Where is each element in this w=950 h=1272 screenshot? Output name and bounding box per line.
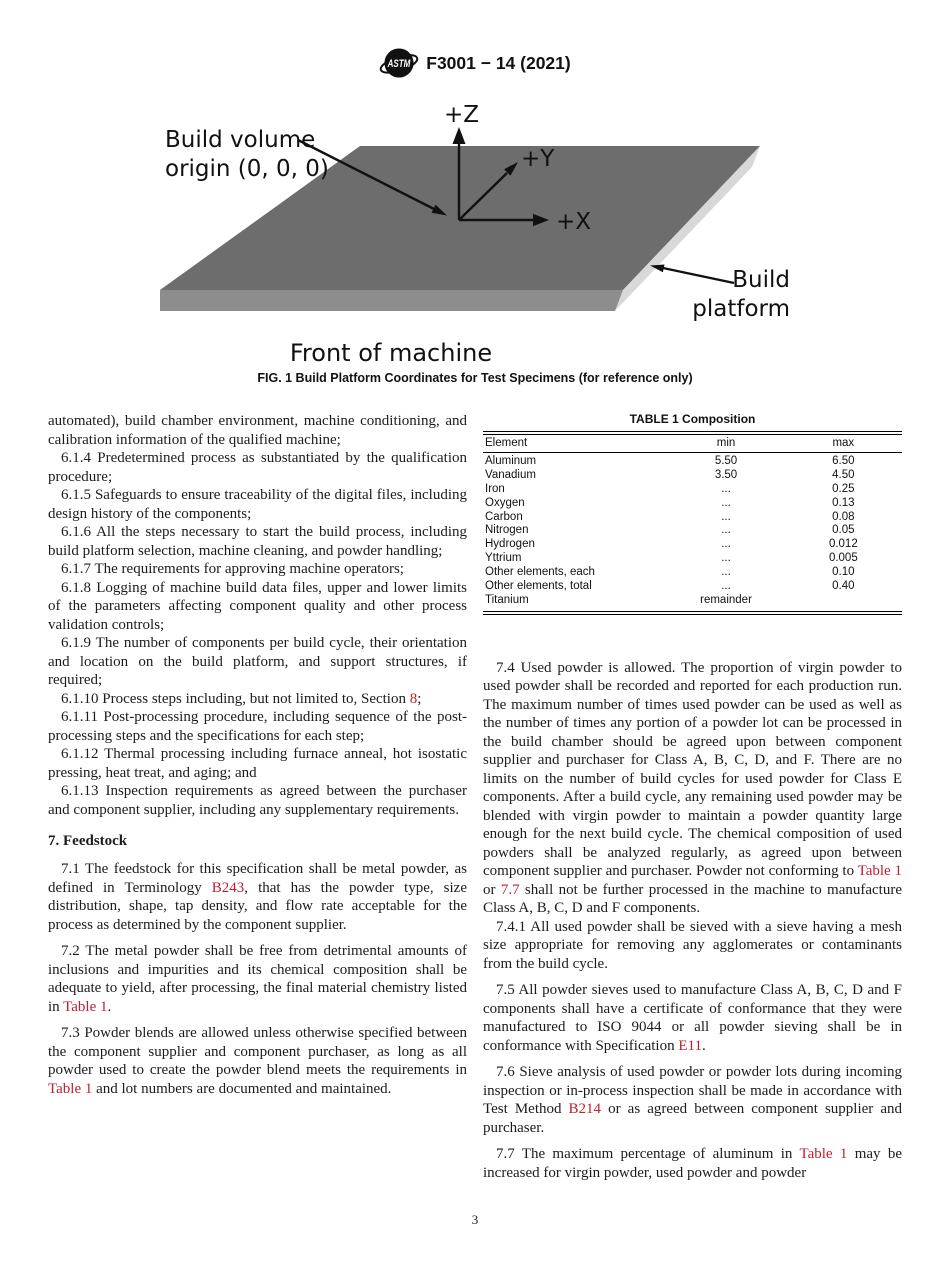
axis-y-label: +Y bbox=[521, 146, 555, 172]
cell-max: 0.005 bbox=[828, 552, 858, 565]
text-run: shall not be further processed in the machine to manufacture Class A, B, C, D and F components. bbox=[483, 881, 902, 917]
cell-element: Titanium bbox=[485, 593, 529, 606]
paragraph bbox=[48, 634, 467, 690]
table-row bbox=[483, 455, 902, 469]
cell-max: 4.50 bbox=[832, 468, 855, 481]
right-column-text bbox=[483, 659, 902, 1183]
text-run: 7.5 All powder sieves used to manufacture Class A, B, C, D and F components shall have a certificate of conformance that they were manufactured to ISO 9044 or all powder sieving shall be in conformance with Specification bbox=[483, 982, 902, 1054]
text-run: or bbox=[483, 881, 501, 898]
cell-min: 3.50 bbox=[714, 468, 738, 481]
platform-front-face bbox=[160, 290, 623, 311]
text-run: 7.4.1 All used powder shall be sieved with a sieve having a mesh size appropriate for removing any agglomerates or contaminants from the build cycle. bbox=[483, 918, 902, 972]
paragraph bbox=[483, 918, 902, 974]
text-run: 6.1.11 Post-processing procedure, including sequence of the post-processing steps and the specifications for each step; bbox=[48, 709, 467, 744]
cell-element: Hydrogen bbox=[485, 538, 535, 551]
table-row bbox=[483, 566, 902, 580]
reference-link[interactable]: 8 bbox=[409, 690, 418, 707]
column-header-element: Element bbox=[485, 437, 528, 449]
text-run: . bbox=[701, 1037, 706, 1054]
table-row bbox=[483, 497, 902, 511]
cell-min: ... bbox=[721, 552, 731, 565]
text-run: and lot numbers are documented and maintained. bbox=[92, 1080, 392, 1097]
paragraph bbox=[483, 1063, 902, 1137]
text-run: 6.1.13 Inspection requirements as agreed between the purchaser and component supplier, including any supplementary requirements. bbox=[48, 783, 467, 818]
text-run: 7.1 The feedstock for this specification shall be metal powder, as defined in Terminology bbox=[48, 861, 467, 896]
cell-max bbox=[785, 594, 902, 608]
table-row bbox=[483, 524, 902, 538]
reference-link[interactable]: Table 1 bbox=[63, 998, 108, 1015]
origin-label-line2: origin (0, 0, 0) bbox=[165, 156, 329, 182]
text-run: . bbox=[107, 998, 112, 1015]
text-run: 6.1.12 Thermal processing including furnace anneal, hot isostatic pressing, heat treat, and aging; and bbox=[48, 746, 467, 781]
paragraph bbox=[48, 486, 467, 523]
table-row bbox=[483, 538, 902, 552]
column-header-min: min bbox=[716, 437, 736, 449]
text-run: 6.1.9 The number of components per build cycle, their orientation and location on the build platform, and support structures, if required; bbox=[48, 635, 467, 688]
paragraph bbox=[48, 708, 467, 745]
text-run: 6.1.6 All the steps necessary to start the build process, including build platform selection, machine cleaning, and powder handling; bbox=[48, 524, 467, 559]
table-1-composition bbox=[483, 412, 902, 615]
standard-designation: F3001 − 14 (2021) bbox=[426, 52, 571, 73]
table-bottom-rule bbox=[483, 611, 902, 615]
paragraph bbox=[48, 523, 467, 560]
paragraph bbox=[48, 579, 467, 635]
page-number: 3 bbox=[471, 1212, 479, 1227]
table-title: TABLE 1 Composition bbox=[629, 412, 756, 426]
origin-label-line1: Build volume bbox=[165, 127, 316, 153]
text-run: 6.1.5 Safeguards to ensure traceability of the digital files, including design history of the components; bbox=[48, 487, 467, 522]
text-run: 6.1.4 Predetermined process as substantiated by the qualification procedure; bbox=[48, 450, 467, 485]
cell-max: 6.50 bbox=[832, 454, 855, 467]
left-column bbox=[48, 412, 467, 1182]
paragraph bbox=[48, 782, 467, 819]
paragraph bbox=[48, 449, 467, 486]
cell-element: Other elements, each bbox=[485, 566, 595, 579]
paragraph bbox=[48, 560, 467, 579]
reference-link[interactable]: Table 1 bbox=[48, 1080, 93, 1097]
reference-link[interactable]: B243 bbox=[211, 879, 245, 896]
paragraph bbox=[483, 1145, 902, 1182]
text-run: 7.3 Powder blends are allowed unless otherwise specified between the component supplier and component purchaser, as long as all powder used to create the powder blend meets the requirements in bbox=[48, 1025, 467, 1078]
cell-min: ... bbox=[721, 566, 731, 579]
cell-element: Carbon bbox=[485, 510, 523, 523]
right-column bbox=[483, 412, 902, 1182]
text-run: or as agreed between component supplier and purchaser. bbox=[483, 1101, 902, 1136]
cell-element: Yttrium bbox=[485, 552, 522, 565]
reference-link[interactable]: E11 bbox=[678, 1037, 702, 1054]
cell-min: ... bbox=[721, 538, 731, 551]
paragraph bbox=[48, 1024, 467, 1098]
section-heading: 7. Feedstock bbox=[48, 833, 128, 849]
text-run: 7.4 Used powder is allowed. The proportion of virgin powder to used powder shall be recorded and reported for each production run. The maximum number of times used powder can be used as well as the number of times any portion of a powder lot can be processed in the build chamber should be agreed upon between component supplier and purchaser for Class A, B, C, D, and F. There are no limits on the number of build cycles for used powder for Class E components. After a build cycle, any remaining used powder may be blended with virgin powder to maintain a powder quantity large enough for the next build cycle. The chemical composition of used powders shall be analyzed regularly, as agreed upon between component supplier and purchaser. Powder not conforming to bbox=[483, 659, 902, 880]
table-row bbox=[483, 580, 902, 594]
text-run: ; bbox=[417, 690, 422, 707]
paragraph bbox=[48, 860, 467, 934]
paragraph bbox=[48, 745, 467, 782]
cell-min: ... bbox=[721, 580, 731, 593]
figure-caption: FIG. 1 Build Platform Coordinates for Test Specimens (for reference only) bbox=[257, 371, 693, 385]
cell-max: 0.25 bbox=[832, 482, 855, 495]
cell-max: 0.40 bbox=[832, 580, 855, 593]
cell-min: ... bbox=[721, 524, 731, 537]
text-run: automated), build chamber environment, machine conditioning, and calibration information of the qualified machine; bbox=[48, 413, 467, 448]
text-run: 7.7 The maximum percentage of aluminum in bbox=[496, 1146, 800, 1163]
table-body bbox=[483, 453, 902, 611]
reference-link[interactable]: 7.7 bbox=[500, 881, 520, 898]
cell-element: Vanadium bbox=[485, 468, 536, 481]
cell-min: remainder bbox=[700, 593, 752, 606]
table-row bbox=[483, 594, 902, 608]
platform-label-line2: platform bbox=[692, 296, 790, 322]
table-row bbox=[483, 552, 902, 566]
cell-element: Aluminum bbox=[485, 454, 537, 467]
cell-max: 0.10 bbox=[832, 566, 855, 579]
axis-z-label: +Z bbox=[444, 102, 480, 128]
axis-x-label: +X bbox=[556, 209, 592, 235]
cell-max: 0.012 bbox=[828, 538, 858, 551]
text-run: may be increased for virgin powder, used powder and powder bbox=[483, 1146, 902, 1181]
reference-link[interactable]: Table 1 bbox=[799, 1146, 848, 1163]
cell-element: Nitrogen bbox=[485, 524, 529, 537]
table-row bbox=[483, 483, 902, 497]
paragraph bbox=[48, 942, 467, 1016]
cell-element: Oxygen bbox=[485, 496, 525, 509]
build-platform-figure bbox=[0, 0, 950, 400]
cell-max: 0.05 bbox=[832, 524, 855, 537]
paragraph bbox=[48, 690, 467, 709]
reference-link[interactable]: B214 bbox=[568, 1101, 602, 1118]
paragraph bbox=[48, 412, 467, 449]
platform-label-line1: Build bbox=[732, 267, 790, 293]
table-row bbox=[483, 511, 902, 525]
cell-element: Iron bbox=[485, 482, 505, 495]
cell-min: ... bbox=[721, 496, 731, 509]
reference-link[interactable]: Table 1 bbox=[857, 863, 902, 880]
text-run: , that has the powder type, size distribution, shape, tap density, and flow rate acceptable for the process as determined by the component supplier. bbox=[48, 879, 467, 933]
table-row bbox=[483, 469, 902, 483]
front-of-machine-label: Front of machine bbox=[289, 339, 493, 367]
table-header-row bbox=[483, 435, 902, 453]
cell-min: ... bbox=[721, 510, 731, 523]
svg-text:ASTM: ASTM bbox=[387, 58, 412, 71]
cell-element: Other elements, total bbox=[485, 580, 592, 593]
text-run: 7.2 The metal powder shall be free from detrimental amounts of inclusions and impurities and its chemical composition shall be adequate to yield, after processing, the final material chemistry listed in bbox=[48, 943, 467, 1015]
text-run: 6.1.10 Process steps including, but not limited to, Section bbox=[61, 690, 410, 707]
paragraph bbox=[483, 981, 902, 1055]
column-header-max: max bbox=[832, 437, 855, 449]
paragraph bbox=[483, 659, 902, 918]
cell-max: 0.13 bbox=[832, 496, 855, 509]
text-run: 7.6 Sieve analysis of used powder or powder lots during incoming inspection or in-process inspection shall be made in accordance with Test Method bbox=[483, 1064, 902, 1118]
cell-max: 0.08 bbox=[832, 510, 855, 523]
text-run: 6.1.8 Logging of machine build data files, upper and lower limits of the parameters affecting component quality and other process validation controls; bbox=[48, 579, 467, 633]
cell-min: ... bbox=[721, 482, 731, 495]
cell-min: 5.50 bbox=[714, 454, 738, 467]
two-column-body bbox=[48, 412, 902, 1182]
text-run: 6.1.7 The requirements for approving machine operators; bbox=[61, 561, 404, 577]
